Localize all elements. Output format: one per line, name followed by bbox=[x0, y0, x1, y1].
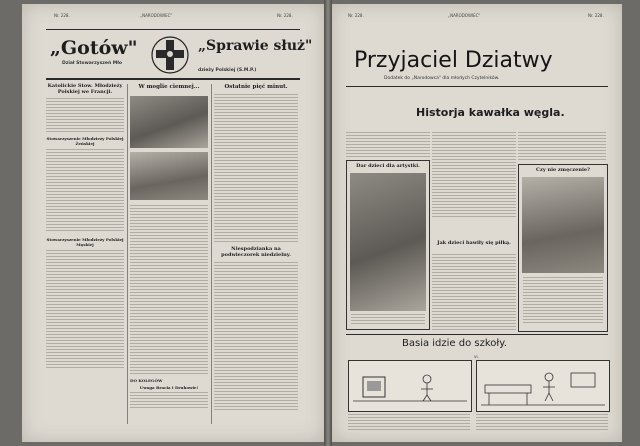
col1-text-block bbox=[46, 98, 124, 132]
col2-text-block bbox=[130, 205, 208, 375]
col2-headline: W moglie ciemnej... bbox=[138, 84, 200, 90]
photo-procession bbox=[130, 96, 208, 148]
ball-headline: Jak dzieci bawiły się piłką. bbox=[437, 240, 511, 246]
gift-headline: Dar dzieci dla artystki. bbox=[356, 163, 420, 169]
running-title: „NARODOWIEC" bbox=[448, 13, 481, 18]
col2-footer-head: DO KOLEGÓW bbox=[130, 378, 163, 383]
running-title: „NARODOWIEC" bbox=[140, 13, 173, 18]
col1-text-block bbox=[46, 149, 124, 233]
comic-caption-2 bbox=[476, 414, 608, 432]
story-title: Historja kawałka węgla. bbox=[416, 106, 565, 119]
masthead-rule-bottom bbox=[46, 78, 300, 80]
comic-title: Basia idzie do szkoły. bbox=[402, 338, 507, 349]
right-page bbox=[332, 4, 622, 442]
story-text-col1 bbox=[346, 132, 430, 158]
column-divider bbox=[211, 84, 212, 424]
col3-headline: Ostatnie pięć minut. bbox=[224, 84, 288, 90]
column-1 bbox=[46, 83, 124, 370]
ball-text bbox=[432, 254, 516, 330]
running-number-left: Nr. 228. bbox=[54, 13, 70, 18]
story-text-col2 bbox=[432, 132, 516, 218]
comic-panel-2 bbox=[476, 360, 610, 412]
masthead-gotow: „Gotów" bbox=[50, 37, 138, 59]
running-number-right: Nr. 228. bbox=[588, 13, 604, 18]
story-text-col3 bbox=[518, 132, 606, 162]
masthead-title: Przyjaciel Dziatwy bbox=[354, 48, 553, 73]
col3-text-block bbox=[214, 94, 298, 242]
column-divider bbox=[127, 84, 128, 424]
masthead-sub-right: dzieży Polskiej (S.M.P.) bbox=[198, 68, 257, 73]
col3-text-block bbox=[214, 262, 298, 412]
masthead-subtitle: Dodatek do „Narodowca" dla młodych Czytelników. bbox=[384, 76, 500, 81]
masthead-sub-left: Dział Stowarzyszeń Mło bbox=[62, 61, 122, 66]
col1-text-block bbox=[46, 250, 124, 370]
photo-children bbox=[350, 173, 426, 311]
column-3 bbox=[214, 84, 298, 412]
running-number-left: Nr. 228. bbox=[348, 13, 364, 18]
comic-panel-1-drawing bbox=[349, 361, 471, 411]
section-rule bbox=[346, 334, 608, 335]
col2-text-block bbox=[130, 392, 208, 408]
col3-headline-2: Niespodzianka na podwieczorek niedzielny. bbox=[221, 246, 291, 258]
masthead-sprawie: „Sprawie służ" bbox=[198, 38, 313, 54]
photo-group bbox=[130, 152, 208, 200]
photo-reading-child bbox=[522, 177, 604, 273]
comic-panel-1 bbox=[348, 360, 472, 412]
scout-cross-icon bbox=[146, 34, 194, 76]
gift-section bbox=[346, 160, 430, 330]
comic-number: VI. bbox=[474, 355, 479, 359]
left-page bbox=[22, 4, 324, 442]
page-gutter bbox=[324, 0, 332, 446]
riddle-headline: Czy nie zmęczenie? bbox=[536, 167, 590, 173]
gift-caption bbox=[351, 314, 425, 326]
masthead-rule bbox=[346, 86, 608, 87]
riddle-text bbox=[523, 277, 603, 325]
col1-headline: Katolickie Stow. Młodzieży Polskiej we Francji. bbox=[47, 83, 123, 95]
col1-subhead-2: Stowarzyszenie Młodzieży Polskiej Męskiej bbox=[46, 237, 124, 247]
col1-subhead-1: Stowarzyszenie Młodzieży Polskiej Żeńskiej bbox=[46, 136, 124, 146]
comic-caption-1 bbox=[348, 414, 470, 432]
col2-footer-sub: Uwaga Bracia i Druhowie! bbox=[139, 385, 199, 390]
running-number-right: Nr. 228. bbox=[277, 13, 293, 18]
column-2 bbox=[130, 84, 208, 408]
masthead-rule-top bbox=[46, 29, 300, 30]
comic-panel-2-drawing bbox=[477, 361, 609, 411]
riddle-section bbox=[518, 164, 608, 332]
